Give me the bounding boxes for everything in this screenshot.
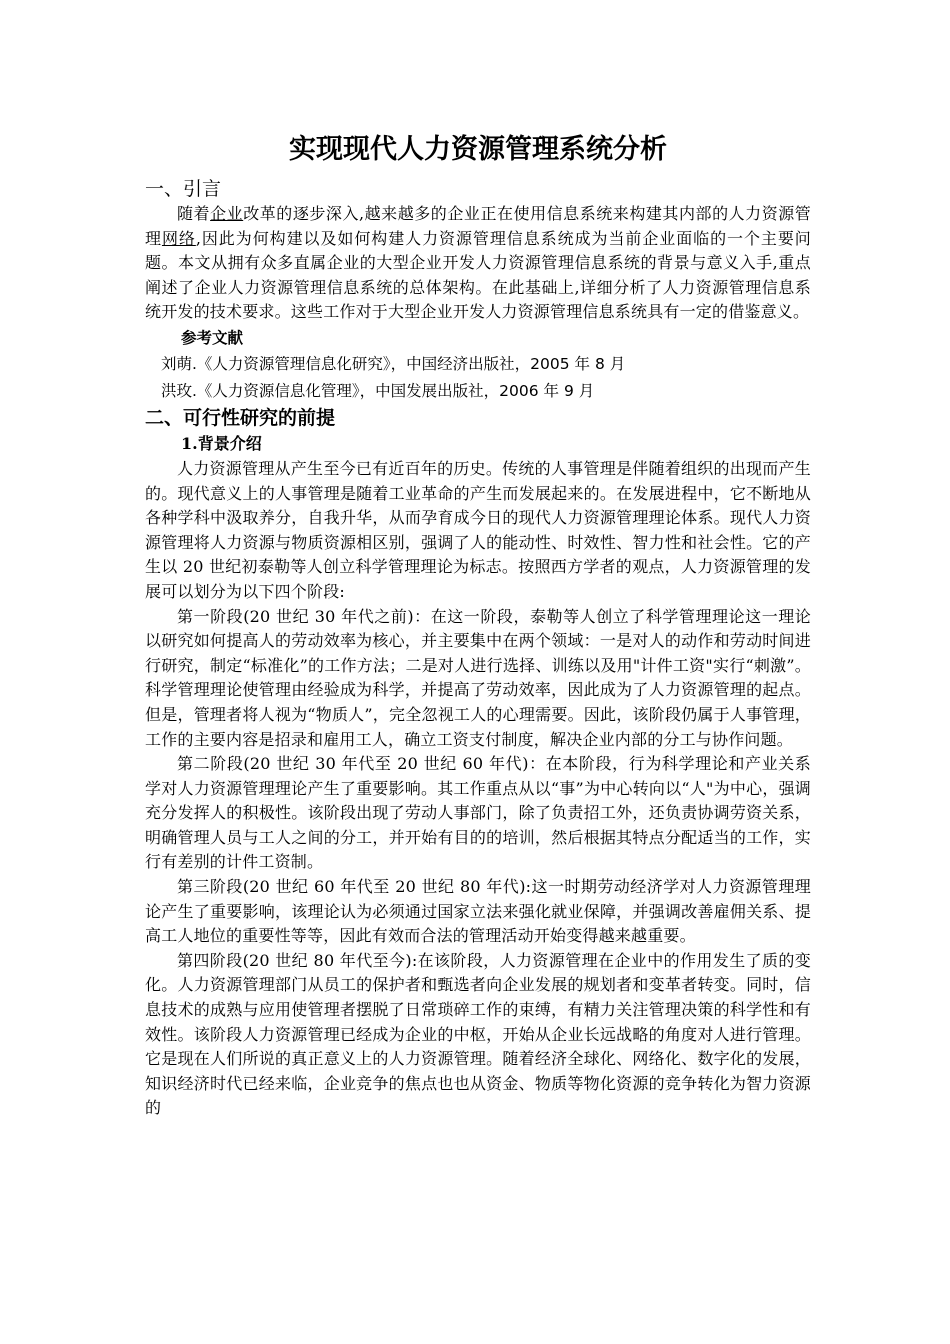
link-enterprise[interactable]: 企业 — [210, 204, 244, 223]
body-paragraph: 第二阶段(20 世纪 30 年代至 20 世纪 60 年代)：在本阶段，行为科学理论和产业关系学对人力资源管理理论产生了重要影响。其工作重点从以“事”为中心转向以“人"为中心，强调充分发挥人的积极性。该阶段出现了劳动人事部门，除了负责招工外，还负责协调劳资关系，明确管理人员与工人之间的分工，并开始有目的的培训，然后根据其特点分配适当的工作，实行有差别的计件工资制。 — [145, 754, 811, 872]
intro-text-1: 随着 — [177, 204, 211, 223]
intro-text-2: 改革的逐步深入,越来越多的企业正在使用信息系统来构建其内部的人力资源管理 — [145, 204, 811, 248]
body-paragraph: 第三阶段(20 世纪 60 年代至 20 世纪 80 年代):这一时期劳动经济学对人力资源管理理论产生了重要影响，该理论认为必须通过国家立法来强化就业保障，并强调改善雇佣关系、提高工人地位的重要性等等，因此有效而合法的管理活动开始变得越来越重要。 — [145, 877, 811, 946]
intro-text-3: ,因此为何构建以及如何构建人力资源管理信息系统成为当前企业面临的一个主要问题。本文从拥有众多直属企业的大型企业开发人力资源管理信息系统的背景与意义入手,重点阐述了企业人力资源管理信息系统的总体架构。在此基础上,详细分析了人力资源管理信息系统开发的技术要求。这些工作对于大型企业开发人力资源管理信息系统具有一定的借鉴意义。 — [145, 228, 811, 322]
body-paragraph: 第四阶段(20 世纪 80 年代至今):在该阶段，人力资源管理在企业中的作用发生了质的变化。人力资源管理部门从员工的保护者和甄选者向企业发展的规划者和变革者转变。同时，信息技术的成熟与应用使管理者摆脱了日常琐碎工作的束缚，有精力关注管理决策的科学性和有效性。该阶段人力资源管理已经成为企业的中枢，开始从企业长远战略的角度对人进行管理。它是现在人们所说的真正意义上的人力资源管理。随着经济全球化、网络化、数字化的发展，知识经济时代已经来临，企业竞争的焦点也也从资金、物质等物化资源的竞争转化为智力资源的 — [145, 950, 811, 1118]
document-page — [145, 128, 811, 1121]
link-network[interactable]: 网络 — [161, 228, 196, 248]
document-title: 实现现代人力资源管理系统分析 — [289, 134, 667, 165]
body-paragraph: 人力资源管理从产生至今已有近百年的历史。传统的人事管理是伴随着组织的出现而产生的。现代意义上的人事管理是随着工业革命的产生而发展起来的。在发展进程中，它不断地从各种学科中汲取养分，自我升华，从而孕育成今日的现代人力资源管理理论体系。现代人力资源管理将人力资源与物质资源相区别，强调了人的能动性、时效性、智力性和社会性。它的产生以 20 世纪初泰勒等人创立科学管理理论为标志。按照西方学者的观点，人力资源管理的发展可以划分为以下四个阶段: — [145, 458, 811, 601]
reference-item: 刘萌.《人力资源管理信息化研究》，中国经济出版社，2005 年 8 月 — [161, 354, 626, 373]
section-heading-feasibility: 二、可行性研究的前提 — [145, 406, 336, 429]
references-heading: 参考文献 — [181, 328, 244, 347]
subsection-heading-background: 1.背景介绍 — [181, 433, 262, 453]
reference-item: 洪玫.《人力资源信息化管理》，中国发展出版社，2006 年 9 月 — [161, 381, 595, 400]
body-paragraph: 第一阶段(20 世纪 30 年代之前)：在这一阶段，泰勒等人创立了科学管理理论这一理论以研究如何提高人的劳动效率为核心，并主要集中在两个领域：一是对人的动作和劳动时间进行研究，制定“标准化”的工作方法；二是对人进行选择、训练以及用"计件工资"实行“刺激”。科学管理理论使管理由经验成为科学，并提高了劳动效率，因此成为了人力资源管理的起点。但是，管理者将人视为“物质人”，完全忽视工人的心理需要。因此，该阶段仍属于人事管理，工作的主要内容是招录和雇用工人，确立工资支付制度，解决企业内部的分工与协作问题。 — [145, 606, 811, 749]
intro-paragraph — [145, 202, 811, 325]
section-heading-intro: 一、引言 — [145, 178, 222, 200]
